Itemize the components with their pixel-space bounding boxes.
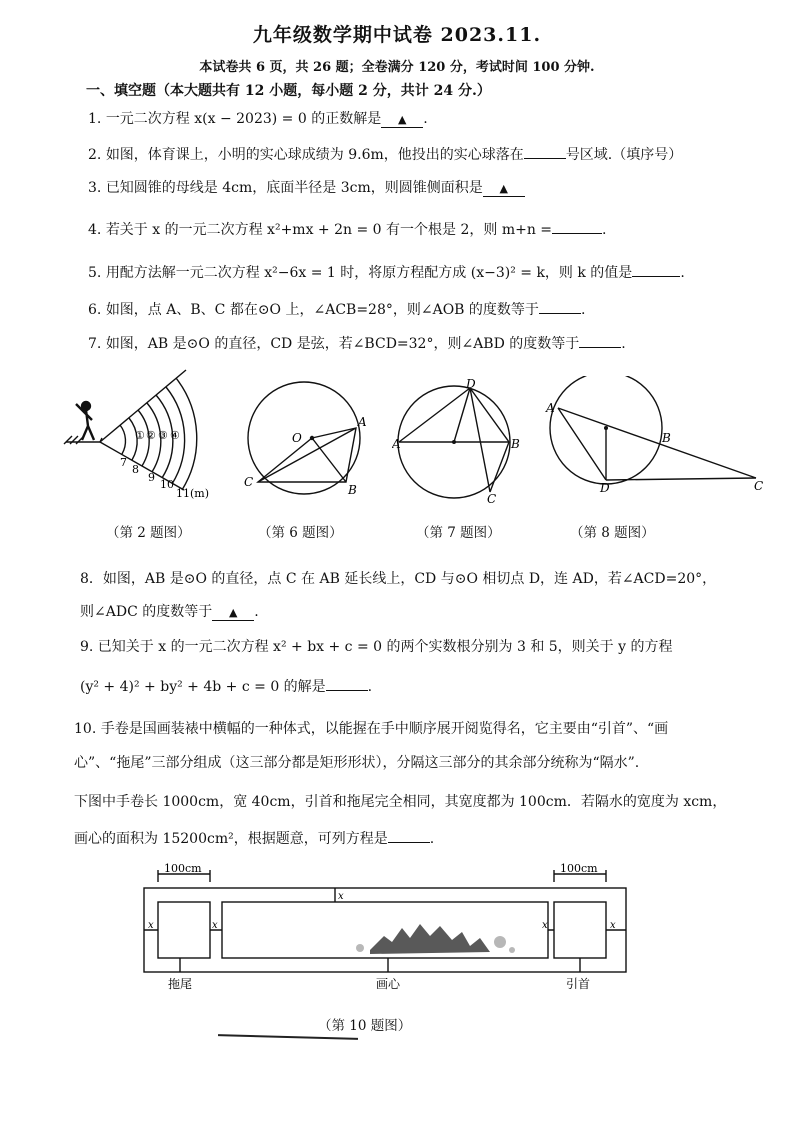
answer-blank (388, 842, 430, 843)
question-1: 1. 一元二次方程 x(x − 2023) = 0 的正数解是 ▲ . (88, 111, 428, 127)
gap-label: x (610, 920, 616, 931)
question-8-cont: 则∠ADC 的度数等于 ▲ . (80, 604, 259, 620)
zone-label: ③ (158, 429, 168, 442)
distance-mark: 8 (132, 463, 139, 476)
point-O: O (292, 431, 302, 445)
section-heading: 一、填空题（本大题共有 12 小题，每小题 2 分，共计 24 分.） (86, 83, 491, 99)
distance-mark: 10 (160, 478, 174, 491)
zone-label: ② (146, 429, 156, 442)
scan-stroke (218, 1034, 358, 1040)
question-7: 7. 如图，AB 是⊙O 的直径，CD 是弦，若∠BCD=32°，则∠ABD 的度数等于 . (88, 336, 626, 352)
question-10-line2: 心”、“拖尾”三部分组成（这三部分都是矩形形状），分隔这三部分的其余部分统称为“隔水”. (74, 755, 640, 771)
answer-blank: ▲ (483, 180, 525, 197)
gap-label: x (338, 891, 344, 902)
answer-blank (326, 690, 368, 691)
question-9-cont: (y² + 4)² + by² + 4b + c = 0 的解是 . (80, 679, 373, 695)
question-8: 8．如图，AB 是⊙O 的直径，点 C 在 AB 延长线上，CD 与⊙O 相切点 D，连 AD，若∠ACD=20°， (80, 571, 717, 587)
point-B: B (511, 437, 520, 451)
dimension-label: 100cm (164, 862, 202, 875)
zone-label: ① (135, 429, 145, 442)
dimension-label: 100cm (560, 862, 598, 875)
point-A: A (358, 415, 367, 429)
caption-figure-8: （第 8 题图） (570, 525, 655, 541)
point-B: B (348, 483, 357, 497)
answer-blank (552, 233, 602, 234)
point-B: B (662, 431, 671, 445)
answer-blank (579, 347, 621, 348)
distance-mark: 7 (120, 456, 127, 469)
caption-figure-7: （第 7 题图） (416, 525, 501, 541)
figure-8-diagram (544, 376, 774, 496)
caption-figure-2: （第 2 题图） (106, 525, 191, 541)
figure-10-diagram (140, 858, 640, 1018)
caption-figure-6: （第 6 题图） (258, 525, 343, 541)
tail-label: 拖尾 (168, 977, 193, 991)
caption-figure-10: （第 10 题图） (318, 1018, 412, 1034)
zone-label: ④ (170, 429, 180, 442)
exam-info: 本试卷共 6 页，共 26 题；全卷满分 120 分，考试时间 100 分钟. (199, 60, 595, 75)
point-A: A (546, 401, 555, 415)
point-C: C (487, 492, 497, 503)
answer-blank (539, 313, 581, 314)
answer-blank (632, 276, 680, 277)
point-C: C (754, 479, 764, 493)
distance-mark: 11(m) (176, 487, 210, 500)
figure-2-diagram (62, 360, 212, 500)
point-C: C (244, 475, 254, 489)
answer-blank: ▲ (212, 604, 254, 621)
point-A: A (392, 437, 401, 451)
gap-label: x (542, 920, 548, 931)
question-9: 9. 已知关于 x 的一元二次方程 x² + bx + c = 0 的两个实数根分别为 3 和 5，则关于 y 的方程 (80, 639, 673, 655)
question-3: 3. 已知圆锥的母线是 4cm，底面半径是 3cm，则圆锥侧面积是 ▲ (88, 177, 525, 197)
point-D: D (466, 378, 476, 391)
painting-label: 画心 (376, 977, 401, 991)
question-10: 10. 手卷是国画装裱中横幅的一种体式，以能握在手中顺序展开阅览得名，它主要由“引首”、“画 (74, 721, 669, 737)
question-5: 5. 用配方法解一元二次方程 x²−6x = 1 时，将原方程配方成 (x−3)² = k，则 k 的值是 . (88, 265, 685, 281)
distance-mark: 9 (148, 471, 155, 484)
head-label: 引首 (566, 977, 591, 991)
question-2: 2. 如图，体育课上，小明的实心球成绩为 9.6m，他投出的实心球落在 号区域.（填序号） (88, 147, 683, 163)
question-4: 4. 若关于 x 的一元二次方程 x²+mx + 2n = 0 有一个根是 2，则 m+n = . (88, 222, 607, 238)
question-10-line3: 下图中手卷长 1000cm，宽 40cm，引首和拖尾完全相同，其宽度都为 100cm．若隔水的宽度为 xcm， (74, 794, 727, 810)
answer-blank (524, 158, 566, 159)
figure-6-diagram (234, 378, 374, 498)
question-10-line4: 画心的面积为 15200cm²，根据题意，可列方程是 . (74, 831, 435, 847)
gap-label: x (212, 920, 218, 931)
question-6: 6. 如图，点 A、B、C 都在⊙O 上，∠ACB=28°，则∠AOB 的度数等于 . (88, 302, 586, 318)
page-title: 九年级数学期中试卷 2023.11. (252, 24, 542, 46)
answer-blank: ▲ (381, 111, 423, 128)
gap-label: x (148, 920, 154, 931)
figure-7-diagram (392, 378, 527, 503)
point-D: D (600, 481, 610, 495)
